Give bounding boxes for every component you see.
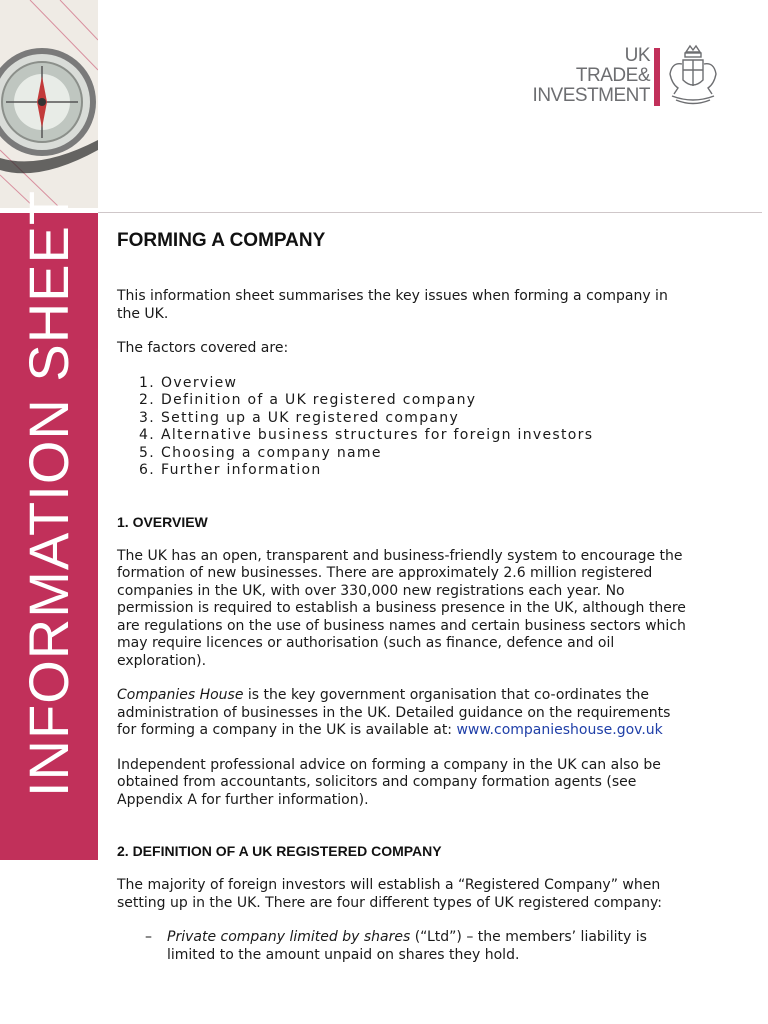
information-sheet-label: INFORMATION SHEET xyxy=(17,189,80,797)
section-1-heading: 1. OVERVIEW xyxy=(117,513,208,530)
logo-line-trade: TRADE& xyxy=(575,65,650,86)
section-2-heading: 2. DEFINITION OF A UK REGISTERED COMPANY xyxy=(117,843,442,859)
logo-line-uk: UK xyxy=(624,45,650,66)
logo-bar xyxy=(654,48,660,106)
compass-icon xyxy=(0,0,98,208)
document-body xyxy=(117,230,687,964)
overview-paragraph-2: Companies House is the key government organisation that co-ordinates the administration of businesses in the UK. Detailed guidance on the requirements for forming a company in the UK is available at: www.companieshouse.gov.uk xyxy=(117,687,671,738)
list-item: 3. Setting up a UK registered company xyxy=(139,409,460,426)
overview-paragraph-3: Independent professional advice on forming a company in the UK can also be obtained from accountants, solicitors and company formation agents (see Appendix A for further information). xyxy=(117,756,661,808)
companies-house-term: Companies House xyxy=(117,687,244,703)
list-item: 6. Further information xyxy=(139,462,322,478)
overview-paragraph-1: The UK has an open, transparent and business-friendly system to encourage the formation of new businesses. There are approximately 2.6 million registered companies in the UK, with over 330,000 new registrations each year. No permission is required to establish a business presence in the UK, although there are regulations on the use of business names and certain business sectors which may require licences or authorisation (such as finance, defence and oil exploration). xyxy=(117,547,686,669)
intro-paragraph: This information sheet summarises the key issues when forming a company in the UK. xyxy=(117,288,668,322)
definition-paragraph: The majority of foreign investors will establish a “Registered Company” when setting up in the UK. There are four different types of UK registered company: xyxy=(117,877,662,911)
logo-line-investment: INVESTMENT xyxy=(532,85,650,106)
list-item: 2. Definition of a UK registered company xyxy=(139,392,477,408)
logo-text xyxy=(533,46,650,106)
bullet-dash: – xyxy=(145,929,152,945)
private-company-term: Private company limited by shares xyxy=(167,929,411,945)
list-item: 4. Alternative business structures for foreign investors xyxy=(139,427,594,443)
royal-crest-icon xyxy=(666,44,720,108)
factors-list xyxy=(117,375,687,480)
companies-house-link[interactable]: www.companieshouse.gov.uk xyxy=(456,722,663,738)
list-item: 1. Overview xyxy=(139,374,238,391)
header-divider xyxy=(98,212,762,213)
list-item: – Private company limited by shares (“Ltd”) – the members’ liability is limited to the amount unpaid on shares they hold. xyxy=(145,929,647,963)
page-title: FORMING A COMPANY xyxy=(117,230,326,251)
ukti-logo xyxy=(520,44,720,110)
compass-photo xyxy=(0,0,98,208)
list-item: 5. Choosing a company name xyxy=(139,444,382,461)
factors-heading: The factors covered are: xyxy=(117,340,289,356)
